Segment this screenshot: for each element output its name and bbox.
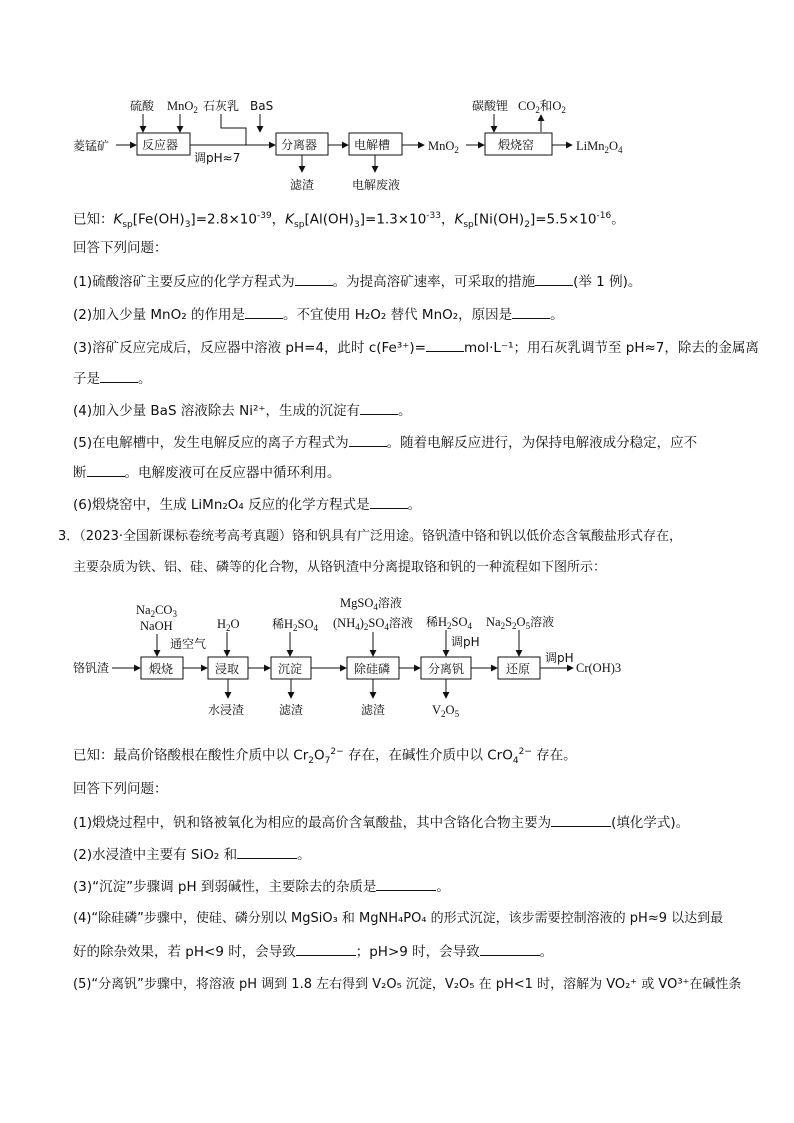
flow1-final-product: $LiMn_2O_4$ xyxy=(576,139,623,155)
flow2-mgso4: MgSO$_4$溶液 xyxy=(340,596,402,612)
answer-blank[interactable] xyxy=(237,844,297,859)
answer-blank[interactable] xyxy=(360,400,398,415)
flow1-reagent-bas: BaS xyxy=(250,99,274,113)
question-3-2 xyxy=(73,844,311,865)
flow1-input: 菱锰矿 xyxy=(73,139,110,153)
question-1-2 xyxy=(73,304,564,325)
question-text: 。不宜使用 H₂O₂ 替代 MnO₂，原因是 xyxy=(282,307,513,323)
question-text: (5)在电解槽中，发生电解反应的离子方程式为 xyxy=(73,435,349,451)
flow2-water-residue: 水浸渣 xyxy=(208,703,245,717)
question-text: (3)“沉淀”步骤调 pH 到弱碱性，主要除去的杂质是 xyxy=(73,879,377,895)
flow1-ph-label: 调pH≈7 xyxy=(194,151,241,165)
flow2-final: Cr(OH)3 xyxy=(576,661,622,675)
flow2-residue-a: 滤渣 xyxy=(279,703,304,717)
flow1-box-separator-label: 分离器 xyxy=(281,138,318,152)
question-text: (4)加入少量 BaS 溶液除去 Ni²⁺，生成的沉淀有 xyxy=(73,403,360,419)
flow1-waste-liquid: 电解废液 xyxy=(352,178,401,192)
flow2-box-precipitate-label: 沉淀 xyxy=(278,662,303,676)
answer-blank[interactable] xyxy=(100,368,138,383)
answer-blank[interactable] xyxy=(376,876,436,891)
question-text: 。 xyxy=(539,944,554,960)
question-3-1 xyxy=(73,812,689,833)
question-text: ；pH>9 时，会导致 xyxy=(355,944,480,960)
answer-blank[interactable] xyxy=(87,462,125,477)
question-text: 。随着电解反应进行，为保持电解液成分稳定，应不 xyxy=(386,435,698,451)
question-1-3-cont xyxy=(73,368,152,389)
flow2-box-reduce-label: 还原 xyxy=(506,662,531,676)
flow1-li2co3: 碳酸锂 xyxy=(472,99,509,113)
flow2-na2s2o5: $Na_2S_2O_5$溶液 xyxy=(486,615,555,631)
flow2-box-leach-label: 浸取 xyxy=(215,662,240,676)
question-text: (2)加入少量 MnO₂ 的作用是 xyxy=(73,307,245,323)
flow2-nh4so4: $(NH_4)_2SO_4$溶液 xyxy=(333,616,413,632)
question-text: 。为提高溶矿速率，可采取的措施 xyxy=(332,274,536,290)
known-chromate: 已知：最高价铬酸根在酸性介质中以 $Cr_2O_7^{2-}$ 存在，在碱性介质中以 CrO$_4^{2-}$ 存在。 xyxy=(73,747,577,767)
answer-blank[interactable] xyxy=(535,271,573,286)
question-text: 断 xyxy=(73,465,87,481)
answer-blank[interactable] xyxy=(512,304,550,319)
flowchart-2 xyxy=(0,590,794,720)
flow1-reagent-lime: 石灰乳 xyxy=(203,99,240,113)
flow2-dilute-h2so4-b: 稀$H_2SO_4$ xyxy=(426,615,473,631)
question-text: 。电解废液可在反应器中循环利用。 xyxy=(124,465,341,481)
answer-blank[interactable] xyxy=(296,941,356,956)
answer-blank[interactable] xyxy=(349,432,387,447)
question-text: 子是 xyxy=(73,371,100,387)
question-text: (填化学式)。 xyxy=(611,815,690,831)
question-3-4: (4)“除硅磷”步骤中，使硅、磷分别以 MgSiO₃ 和 MgNH₄PO₄ 的形式沉淀，该步需要控制溶液的 pH≈9 以达到最 xyxy=(73,911,724,926)
question-1-6 xyxy=(73,494,421,515)
question-1-5-cont xyxy=(73,462,341,483)
flow1-residue: 滤渣 xyxy=(290,178,315,192)
question-1-1 xyxy=(73,271,641,292)
problem-3-intro-2: 主要杂质为铁、铝、硅、磷等的化合物，从铬钒渣中分离提取铬和钒的一种流程如下图所示： xyxy=(73,560,607,575)
question-3-5: (5)“分离钒”步骤中，将溶液 pH 调到 1.8 左右得到 V₂O₅ 沉淀，V₂O₅ 在 pH<1 时，溶解为 VO₂⁺ 或 VO³⁺在碱性条 xyxy=(73,977,742,992)
flowchart-1 xyxy=(0,90,794,200)
question-text: 。 xyxy=(138,371,152,387)
flow1-gases: $CO_2$和$O_2$ xyxy=(518,99,566,115)
question-1-4 xyxy=(73,400,412,421)
answer-prompt-2: 回答下列问题： xyxy=(73,781,168,797)
answer-blank[interactable] xyxy=(551,812,611,827)
flow2-input: 铬钒渣 xyxy=(73,661,110,675)
question-text: 。 xyxy=(436,879,450,895)
question-3-4-cont xyxy=(73,941,553,962)
question-text: (1)煅烧过程中，钒和铬被氧化为相应的最高价含氧酸盐，其中含铬化合物主要为 xyxy=(73,815,552,831)
answer-blank[interactable] xyxy=(295,271,333,286)
flow1-box-electrolyzer-label: 电解槽 xyxy=(354,138,391,152)
question-text: 好的除杂效果，若 pH<9 时，会导致 xyxy=(73,944,296,960)
flow2-dilute-h2so4-a: 稀$H_2SO_4$ xyxy=(272,617,319,633)
flow2-box-separate-v-label: 分离钒 xyxy=(428,662,465,676)
flow1-box-reactor-label: 反应器 xyxy=(142,138,179,152)
flow2-residue-b: 滤渣 xyxy=(361,703,386,717)
question-text: (2)水浸渣中主要有 SiO₂ 和 xyxy=(73,847,238,863)
answer-blank[interactable] xyxy=(426,337,464,352)
question-text: (6)煅烧窑中，生成 LiMn₂O₄ 反应的化学方程式是 xyxy=(73,497,370,513)
flow2-na2co3: $Na_2CO_3$ xyxy=(136,603,177,619)
flow2-box-calcine-label: 煅烧 xyxy=(149,662,174,676)
flow2-adjust-ph-a: 调pH xyxy=(451,635,480,649)
answer-prompt-1: 回答下列问题： xyxy=(73,240,168,256)
flow2-box-desilicon-label: 除硅磷 xyxy=(354,662,391,676)
flow2-water: $H_2O$ xyxy=(217,617,240,633)
flow2-adjust-ph-b: 调pH xyxy=(545,651,574,665)
flow1-reagent-mno2: MnO$_2$ xyxy=(167,99,198,115)
question-text: 。 xyxy=(550,307,564,323)
question-text: (举 1 例)。 xyxy=(573,274,642,290)
flow2-air: 通空气 xyxy=(170,637,207,651)
question-1-5 xyxy=(73,432,697,453)
answer-blank[interactable] xyxy=(245,304,283,319)
problem-3-intro-1: 3．（2023·全国新课标卷统考高考真题）铬和钒具有广泛用途。铬钒渣中铬和钒以低价态含氧酸盐形式存在， xyxy=(58,529,682,544)
question-1-3 xyxy=(73,337,759,358)
flow2-v2o5: $V_2O_5$ xyxy=(432,703,460,719)
question-text: mol·L⁻¹；用石灰乳调节至 pH≈7，除去的金属离 xyxy=(463,340,759,356)
flow2-naoh: NaOH xyxy=(140,619,173,633)
answer-blank[interactable] xyxy=(480,941,540,956)
answer-blank[interactable] xyxy=(370,494,408,509)
flow1-reagent-h2so4: 硫酸 xyxy=(130,99,155,113)
flow1-mno2-product: MnO$_2$ xyxy=(428,139,459,155)
question-text: (1)硫酸溶矿主要反应的化学方程式为 xyxy=(73,274,295,290)
question-text: 。 xyxy=(407,497,422,513)
flow1-box-kiln-label: 煅烧窑 xyxy=(498,138,535,152)
question-text: 。 xyxy=(297,847,311,863)
question-text: (3)溶矿反应完成后，反应器中溶液 pH=4，此时 c(Fe³⁺)= xyxy=(73,340,426,356)
known-ksp: 已知：$K_{sp}[Fe(OH)_3]=2.8\times 10^{-39}$，$K_{sp}[Al(OH)_3]=1.3\times 10^{-33}$，$K_{sp}[Ni(OH)_2]=5.5\times 10^{-16}$。 xyxy=(73,211,625,231)
question-text: 。 xyxy=(398,403,412,419)
question-3-3 xyxy=(73,876,450,897)
